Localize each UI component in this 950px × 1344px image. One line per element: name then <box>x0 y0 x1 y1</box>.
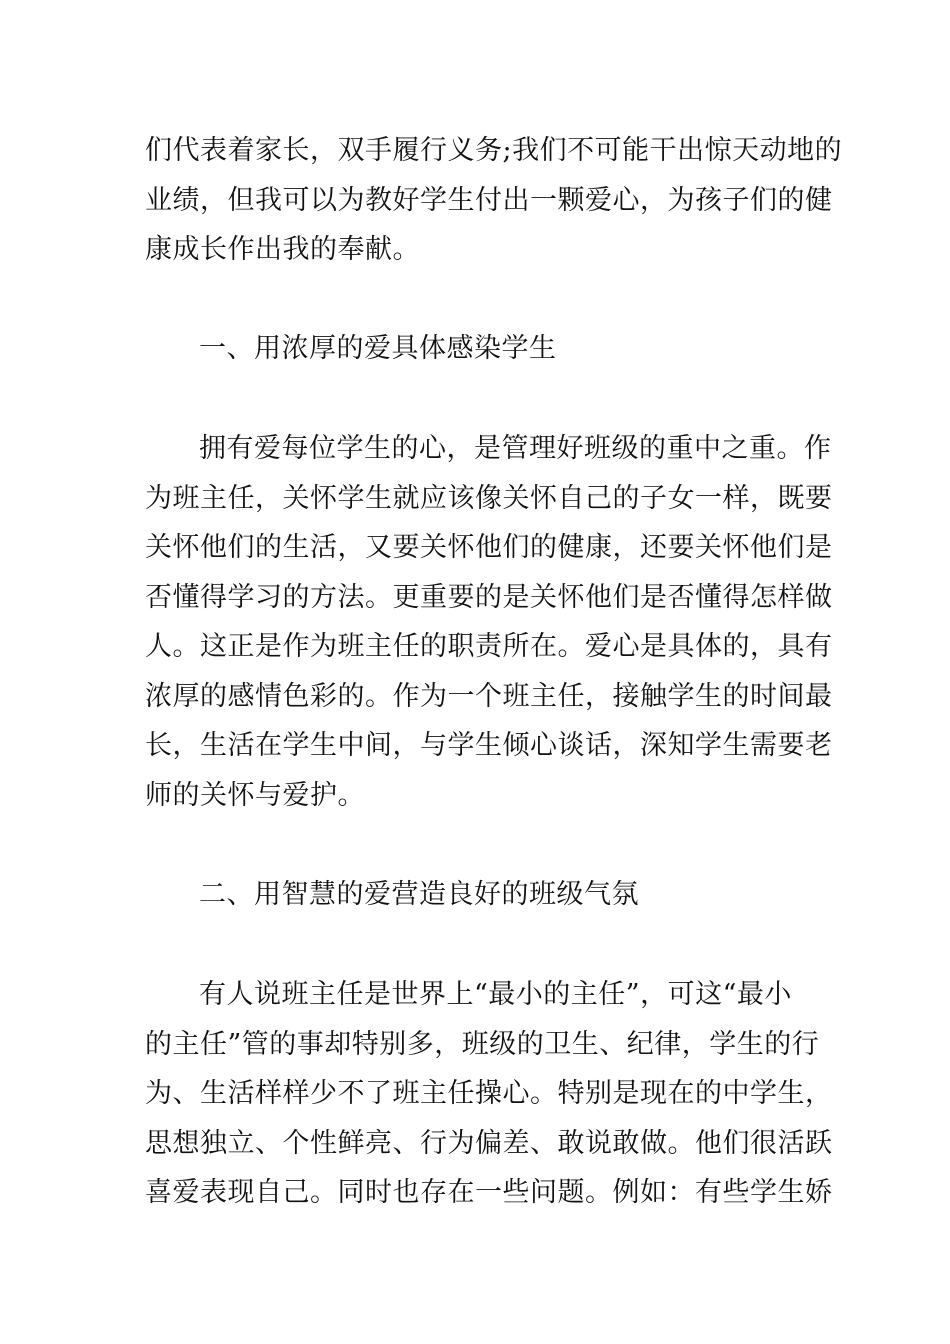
text-line: 否懂得学习的方法。更重要的是关怀他们是否懂得怎样做 <box>145 581 833 613</box>
text-line: 关怀他们的生活，又要关怀他们的健康，还要关怀他们是 <box>145 532 833 563</box>
text-line: 喜爱表现自己。同时也存在一些问题。例如：有些学生娇 <box>145 1177 833 1208</box>
text-line: 业绩，但我可以为教好学生付出一颗爱心，为孩子们的健 <box>145 184 833 216</box>
text-line: 思想独立、个性鲜亮、行为偏差、敢说敢做。他们很活跃 <box>145 1127 833 1159</box>
section-heading-2 <box>145 870 815 920</box>
heading-text: 一、用浓厚的爱具体感染学生 <box>199 333 557 364</box>
text-line: 长，生活在学生中间，与学生倾心谈话，深知学生需要老 <box>145 730 833 761</box>
text-line: 康成长作出我的奉献。 <box>145 234 420 265</box>
text-line: 为、生活样样少不了班主任操心。特别是现在的中学生， <box>145 1078 833 1109</box>
text-line: 为班主任，关怀学生就应该像关怀自己的子女一样，既要 <box>145 482 833 514</box>
paragraph-section-2 <box>145 970 833 1218</box>
text-line: 拥有爱每位学生的心，是管理好班级的重中之重。作 <box>199 433 832 464</box>
text-line: 人。这正是作为班主任的职责所在。爱心是具体的，具有 <box>145 631 833 662</box>
paragraph-continuation <box>145 126 843 275</box>
heading-text: 二、用智慧的爱营造良好的班级气氛 <box>199 879 639 910</box>
text-line: 有人说班主任是世界上“最小的主任”，可这“最小 <box>199 979 792 1010</box>
text-line: 们代表着家长，双手履行义务;我们不可能干出惊天动地的 <box>145 135 843 166</box>
text-line: 浓厚的感情色彩的。作为一个班主任，接触学生的时间最 <box>145 680 833 712</box>
paragraph-section-1 <box>145 424 833 820</box>
section-heading-1 <box>145 324 815 374</box>
text-line: 师的关怀与爱护。 <box>145 779 365 811</box>
text-line: 的主任”管的事却特别多，班级的卫生、纪律，学生的行 <box>145 1028 820 1060</box>
